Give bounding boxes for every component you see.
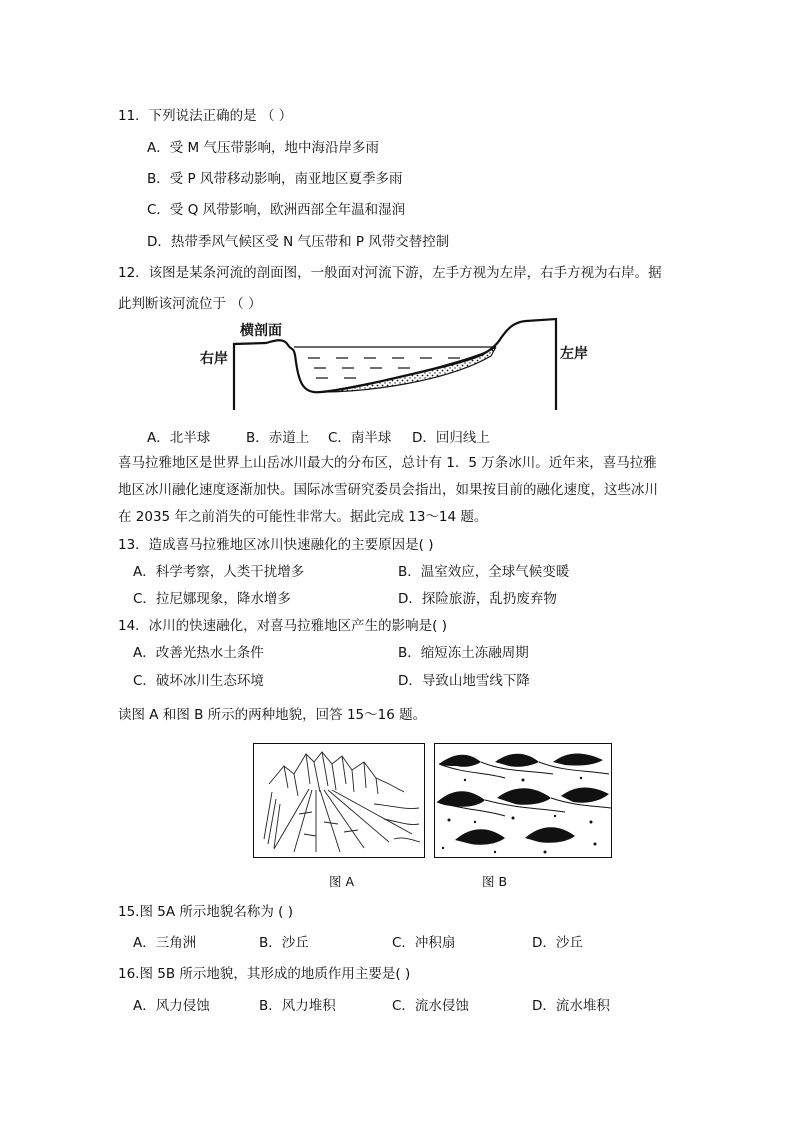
q14-option-a: A．改善光热水土条件 [133, 645, 264, 661]
q14-option-d: D．导致山地雪线下降 [398, 673, 530, 689]
passage-line-1: 喜马拉雅地区是世界上山岳冰川最大的分布区，总计有 1．5 万条冰川。近年来，喜马拉雅 [118, 455, 657, 471]
q16-stem: 16.图 5B 所示地貌，其形成的地质作用主要是( ) [118, 966, 411, 982]
alluvial-fan-sketch [254, 744, 424, 857]
q13-stem: 13．造成喜马拉雅地区冰川快速融化的主要原因是( ) [118, 537, 434, 553]
figure-a-caption: 图 A [329, 874, 355, 889]
figure-a-landform [253, 743, 425, 858]
q15-stem: 15.图 5A 所示地貌名称为 ( ) [118, 904, 293, 920]
passage-line-3: 在 2035 年之前消失的可能性非常大。据此完成 13～14 题。 [118, 509, 488, 525]
q12-option-a: A．北半球 [147, 430, 211, 446]
q11-stem: 11．下列说法正确的是 （ ） [118, 108, 293, 124]
q16-option-c: C．流水侵蚀 [392, 998, 469, 1014]
q11-option-a: A．受 M 气压带影响，地中海沿岸多雨 [147, 140, 379, 156]
left-bank-label: 左岸 [560, 346, 588, 362]
cross-section-title: 横剖面 [240, 323, 282, 339]
q13-option-c: C．拉尼娜现象，降水增多 [133, 591, 291, 607]
q14-option-b: B．缩短冻土冻融周期 [398, 645, 529, 661]
q16-option-d: D．流水堆积 [532, 998, 610, 1014]
q12-stem-line1: 12．该图是某条河流的剖面图，一般面对河流下游，左手方视为左岸，右手方视为右岸。据 [118, 265, 662, 281]
q11-option-d: D．热带季风气候区受 N 气压带和 P 风带交替控制 [147, 234, 450, 250]
q15-option-d: D．沙丘 [532, 935, 583, 951]
figure-b-landform [434, 743, 612, 858]
q15-option-a: A．三角洲 [133, 935, 197, 951]
q15-option-b: B．沙丘 [259, 935, 309, 951]
q13-option-b: B．温室效应，全球气候变暖 [398, 564, 570, 580]
figure-b-caption: 图 B [482, 874, 508, 889]
q14-stem: 14．冰川的快速融化，对喜马拉雅地区产生的影响是( ) [118, 618, 448, 634]
q14-option-c: C．破坏冰川生态环境 [133, 673, 264, 689]
q16-option-a: A．风力侵蚀 [133, 998, 210, 1014]
q12-stem-line2: 此判断该河流位于 （ ） [118, 296, 262, 312]
q12-option-d: D．回归线上 [412, 430, 490, 446]
q13-option-d: D．探险旅游，乱扔废弃物 [398, 591, 557, 607]
q12-option-c: C．南半球 [328, 430, 392, 446]
q13-option-a: A．科学考察，人类干扰增多 [133, 564, 305, 580]
q11-option-c: C．受 Q 风带影响，欧洲西部全年温和湿润 [147, 202, 406, 218]
passage-line-2: 地区冰川融化速度逐渐加快。国际冰雪研究委员会指出，如果按目前的融化速度，这些冰川 [118, 482, 658, 498]
q15-option-c: C．冲积扇 [392, 935, 456, 951]
intro-15-16: 读图 A 和图 B 所示的两种地貌，回答 15～16 题。 [118, 707, 427, 723]
q11-option-b: B．受 P 风带移动影响，南亚地区夏季多雨 [147, 171, 403, 187]
right-bank-label: 右岸 [200, 351, 228, 367]
river-cross-section-figure [196, 314, 606, 418]
q16-option-b: B．风力堆积 [259, 998, 336, 1014]
q12-option-b: B．赤道上 [246, 430, 310, 446]
sand-dunes-sketch [435, 744, 611, 857]
